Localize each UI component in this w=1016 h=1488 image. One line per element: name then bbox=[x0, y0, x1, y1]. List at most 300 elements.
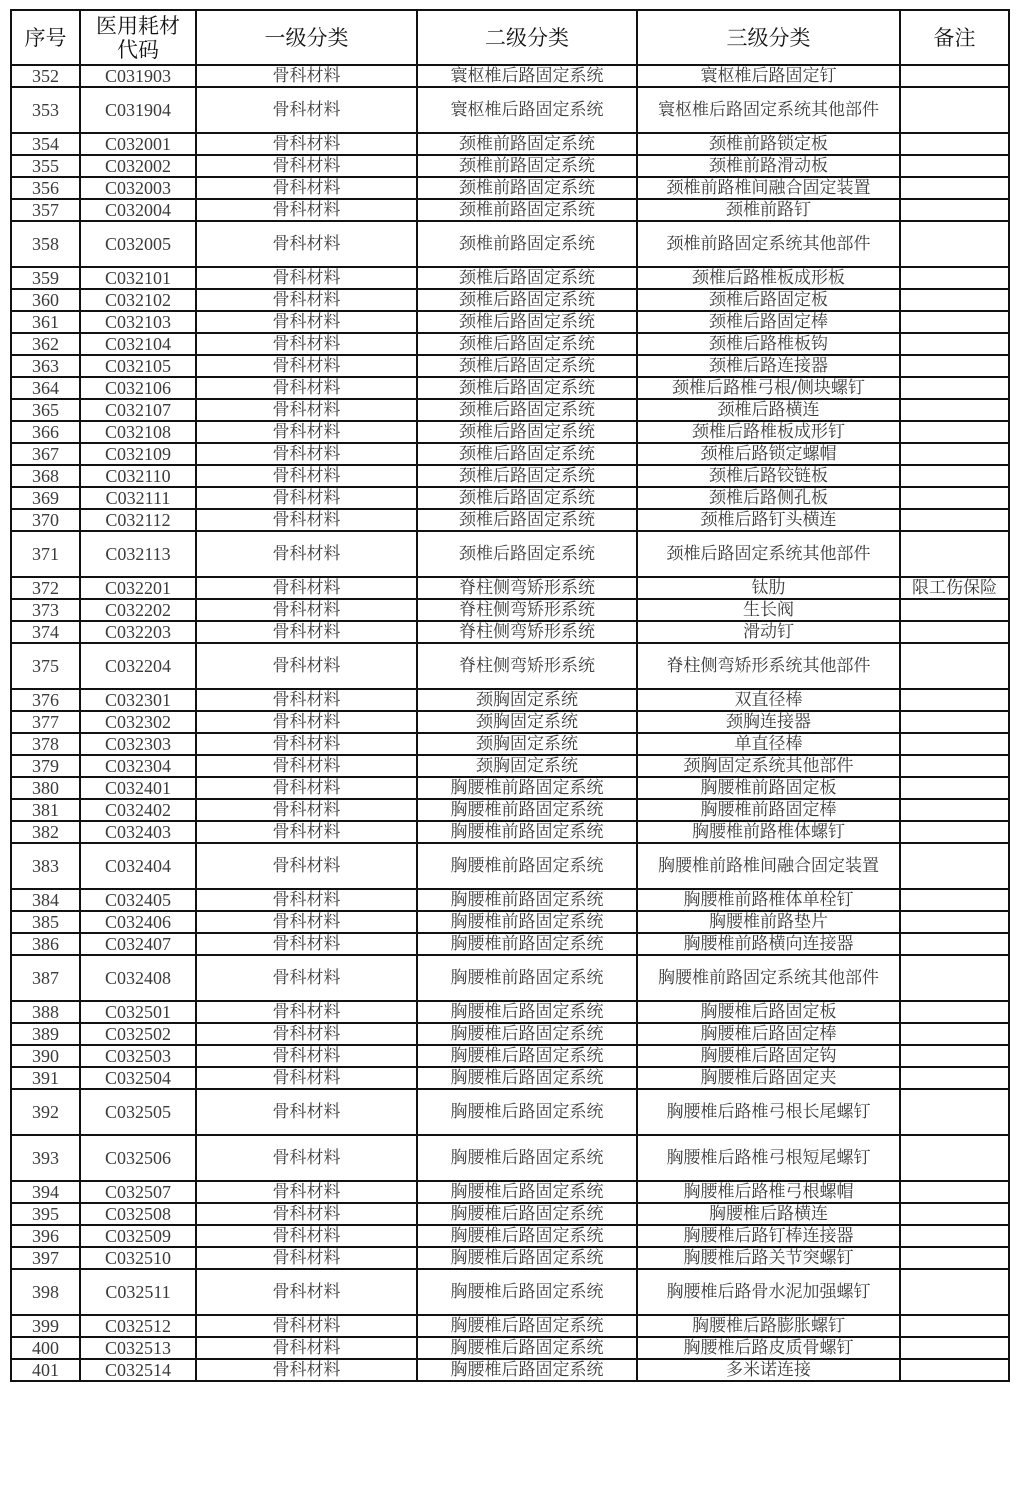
cell-level1: 骨科材料 bbox=[196, 177, 417, 199]
cell-level2: 胸腰椎后路固定系统 bbox=[417, 1089, 637, 1135]
cell-level1: 骨科材料 bbox=[196, 643, 417, 689]
cell-level1: 骨科材料 bbox=[196, 911, 417, 933]
cell-seq: 364 bbox=[11, 377, 80, 399]
table-row bbox=[11, 933, 1009, 955]
cell-note bbox=[900, 87, 1009, 133]
cell-level1: 骨科材料 bbox=[196, 1359, 417, 1381]
cell-seq: 363 bbox=[11, 355, 80, 377]
cell-level1: 骨科材料 bbox=[196, 465, 417, 487]
cell-level2: 胸腰椎后路固定系统 bbox=[417, 1045, 637, 1067]
table-row bbox=[11, 733, 1009, 755]
cell-level1: 骨科材料 bbox=[196, 821, 417, 843]
cell-level2: 胸腰椎后路固定系统 bbox=[417, 1269, 637, 1315]
cell-code: C032502 bbox=[80, 1023, 196, 1045]
cell-note bbox=[900, 711, 1009, 733]
table-row bbox=[11, 889, 1009, 911]
cell-level1: 骨科材料 bbox=[196, 1001, 417, 1023]
cell-level3: 双直径棒 bbox=[637, 689, 900, 711]
cell-note bbox=[900, 377, 1009, 399]
cell-level3: 寰枢椎后路固定钉 bbox=[637, 65, 900, 87]
cell-note bbox=[900, 955, 1009, 1001]
header-level3: 三级分类 bbox=[637, 10, 900, 65]
cell-level2: 胸腰椎前路固定系统 bbox=[417, 821, 637, 843]
cell-level1: 骨科材料 bbox=[196, 1067, 417, 1089]
cell-level2: 颈椎后路固定系统 bbox=[417, 399, 637, 421]
cell-level1: 骨科材料 bbox=[196, 133, 417, 155]
cell-seq: 352 bbox=[11, 65, 80, 87]
cell-level1: 骨科材料 bbox=[196, 267, 417, 289]
cell-level2: 胸腰椎后路固定系统 bbox=[417, 1023, 637, 1045]
cell-level1: 骨科材料 bbox=[196, 1181, 417, 1203]
cell-level2: 胸腰椎后路固定系统 bbox=[417, 1001, 637, 1023]
cell-level3: 胸腰椎后路固定棒 bbox=[637, 1023, 900, 1045]
cell-level2: 胸腰椎后路固定系统 bbox=[417, 1135, 637, 1181]
cell-note bbox=[900, 1067, 1009, 1089]
cell-note bbox=[900, 1089, 1009, 1135]
table-row bbox=[11, 443, 1009, 465]
cell-code: C032112 bbox=[80, 509, 196, 531]
cell-code: C032405 bbox=[80, 889, 196, 911]
cell-code: C032503 bbox=[80, 1045, 196, 1067]
cell-level3: 胸腰椎前路固定板 bbox=[637, 777, 900, 799]
table-row bbox=[11, 821, 1009, 843]
cell-code: C032514 bbox=[80, 1359, 196, 1381]
cell-code: C032004 bbox=[80, 199, 196, 221]
cell-level1: 骨科材料 bbox=[196, 65, 417, 87]
cell-seq: 397 bbox=[11, 1247, 80, 1269]
cell-note bbox=[900, 443, 1009, 465]
cell-code: C032110 bbox=[80, 465, 196, 487]
cell-seq: 366 bbox=[11, 421, 80, 443]
table-row bbox=[11, 1203, 1009, 1225]
cell-code: C032505 bbox=[80, 1089, 196, 1135]
cell-note bbox=[900, 689, 1009, 711]
cell-code: C032109 bbox=[80, 443, 196, 465]
cell-level1: 骨科材料 bbox=[196, 1315, 417, 1337]
cell-level2: 颈椎后路固定系统 bbox=[417, 465, 637, 487]
table-row bbox=[11, 289, 1009, 311]
cell-level2: 胸腰椎前路固定系统 bbox=[417, 911, 637, 933]
cell-seq: 355 bbox=[11, 155, 80, 177]
cell-level3: 生长阀 bbox=[637, 599, 900, 621]
table-row bbox=[11, 755, 1009, 777]
cell-level1: 骨科材料 bbox=[196, 355, 417, 377]
cell-level2: 胸腰椎前路固定系统 bbox=[417, 843, 637, 889]
cell-level3: 胸腰椎后路皮质骨螺钉 bbox=[637, 1337, 900, 1359]
cell-level3: 胸腰椎后路钉棒连接器 bbox=[637, 1225, 900, 1247]
cell-level1: 骨科材料 bbox=[196, 1203, 417, 1225]
table-row bbox=[11, 355, 1009, 377]
cell-seq: 382 bbox=[11, 821, 80, 843]
cell-level2: 胸腰椎后路固定系统 bbox=[417, 1337, 637, 1359]
cell-seq: 361 bbox=[11, 311, 80, 333]
cell-note bbox=[900, 1203, 1009, 1225]
cell-code: C032107 bbox=[80, 399, 196, 421]
table-row bbox=[11, 421, 1009, 443]
cell-seq: 374 bbox=[11, 621, 80, 643]
cell-level3: 胸腰椎后路横连 bbox=[637, 1203, 900, 1225]
table-row bbox=[11, 1135, 1009, 1181]
cell-note bbox=[900, 733, 1009, 755]
cell-note bbox=[900, 821, 1009, 843]
cell-level2: 颈椎后路固定系统 bbox=[417, 289, 637, 311]
header-code-label: 医用耗材代码 bbox=[96, 13, 180, 62]
cell-level1: 骨科材料 bbox=[196, 487, 417, 509]
cell-level2: 颈椎后路固定系统 bbox=[417, 531, 637, 577]
cell-code: C032203 bbox=[80, 621, 196, 643]
table-body bbox=[11, 65, 1009, 1381]
cell-code: C032302 bbox=[80, 711, 196, 733]
table-row bbox=[11, 577, 1009, 599]
cell-note bbox=[900, 1023, 1009, 1045]
cell-level3: 颈椎前路锁定板 bbox=[637, 133, 900, 155]
table-row bbox=[11, 599, 1009, 621]
cell-code: C032111 bbox=[80, 487, 196, 509]
cell-seq: 387 bbox=[11, 955, 80, 1001]
cell-level3: 颈胸连接器 bbox=[637, 711, 900, 733]
cell-code: C032506 bbox=[80, 1135, 196, 1181]
cell-code: C032513 bbox=[80, 1337, 196, 1359]
cell-level2: 颈椎后路固定系统 bbox=[417, 267, 637, 289]
cell-level3: 胸腰椎前路固定系统其他部件 bbox=[637, 955, 900, 1001]
table-row bbox=[11, 1089, 1009, 1135]
cell-level3: 多米诺连接 bbox=[637, 1359, 900, 1381]
header-level1: 一级分类 bbox=[196, 10, 417, 65]
cell-seq: 388 bbox=[11, 1001, 80, 1023]
cell-seq: 359 bbox=[11, 267, 80, 289]
cell-note bbox=[900, 599, 1009, 621]
cell-seq: 356 bbox=[11, 177, 80, 199]
cell-level1: 骨科材料 bbox=[196, 1225, 417, 1247]
cell-level3: 胸腰椎后路关节突螺钉 bbox=[637, 1247, 900, 1269]
cell-seq: 391 bbox=[11, 1067, 80, 1089]
cell-code: C032501 bbox=[80, 1001, 196, 1023]
cell-note bbox=[900, 799, 1009, 821]
cell-level1: 骨科材料 bbox=[196, 799, 417, 821]
cell-note bbox=[900, 355, 1009, 377]
cell-level2: 颈椎前路固定系统 bbox=[417, 199, 637, 221]
table-row bbox=[11, 1001, 1009, 1023]
cell-seq: 353 bbox=[11, 87, 80, 133]
medical-consumables-table bbox=[10, 9, 1010, 1382]
cell-level1: 骨科材料 bbox=[196, 689, 417, 711]
table-row bbox=[11, 487, 1009, 509]
table-row bbox=[11, 177, 1009, 199]
cell-level1: 骨科材料 bbox=[196, 955, 417, 1001]
cell-code: C032204 bbox=[80, 643, 196, 689]
cell-level1: 骨科材料 bbox=[196, 155, 417, 177]
cell-note bbox=[900, 509, 1009, 531]
cell-level1: 骨科材料 bbox=[196, 1269, 417, 1315]
cell-level3: 胸腰椎后路固定夹 bbox=[637, 1067, 900, 1089]
cell-code: C032512 bbox=[80, 1315, 196, 1337]
cell-code: C032508 bbox=[80, 1203, 196, 1225]
cell-seq: 379 bbox=[11, 755, 80, 777]
cell-level1: 骨科材料 bbox=[196, 933, 417, 955]
cell-level3: 颈椎后路侧孔板 bbox=[637, 487, 900, 509]
cell-code: C032113 bbox=[80, 531, 196, 577]
cell-note bbox=[900, 1181, 1009, 1203]
table-row bbox=[11, 1023, 1009, 1045]
cell-code: C032301 bbox=[80, 689, 196, 711]
cell-note bbox=[900, 643, 1009, 689]
cell-level3: 颈椎后路椎板成形板 bbox=[637, 267, 900, 289]
cell-level2: 颈椎后路固定系统 bbox=[417, 311, 637, 333]
cell-level2: 颈椎后路固定系统 bbox=[417, 377, 637, 399]
cell-level3: 胸腰椎前路垫片 bbox=[637, 911, 900, 933]
cell-level3: 颈胸固定系统其他部件 bbox=[637, 755, 900, 777]
cell-level2: 颈椎后路固定系统 bbox=[417, 421, 637, 443]
cell-code: C032103 bbox=[80, 311, 196, 333]
cell-seq: 365 bbox=[11, 399, 80, 421]
cell-level3: 颈椎前路钉 bbox=[637, 199, 900, 221]
table-row bbox=[11, 531, 1009, 577]
cell-seq: 384 bbox=[11, 889, 80, 911]
table-row bbox=[11, 155, 1009, 177]
table-row bbox=[11, 1225, 1009, 1247]
cell-code: C031904 bbox=[80, 87, 196, 133]
cell-level2: 颈胸固定系统 bbox=[417, 711, 637, 733]
cell-level2: 胸腰椎前路固定系统 bbox=[417, 777, 637, 799]
cell-level1: 骨科材料 bbox=[196, 733, 417, 755]
table-row bbox=[11, 1247, 1009, 1269]
cell-seq: 383 bbox=[11, 843, 80, 889]
table-row bbox=[11, 65, 1009, 87]
cell-code: C032403 bbox=[80, 821, 196, 843]
cell-code: C032402 bbox=[80, 799, 196, 821]
cell-level2: 颈胸固定系统 bbox=[417, 755, 637, 777]
cell-note bbox=[900, 465, 1009, 487]
cell-seq: 377 bbox=[11, 711, 80, 733]
table-row bbox=[11, 1337, 1009, 1359]
cell-level3: 颈椎后路连接器 bbox=[637, 355, 900, 377]
cell-note bbox=[900, 311, 1009, 333]
table-row bbox=[11, 399, 1009, 421]
cell-seq: 357 bbox=[11, 199, 80, 221]
cell-code: C032509 bbox=[80, 1225, 196, 1247]
cell-level2: 胸腰椎后路固定系统 bbox=[417, 1247, 637, 1269]
cell-level1: 骨科材料 bbox=[196, 399, 417, 421]
cell-note bbox=[900, 911, 1009, 933]
cell-code: C032507 bbox=[80, 1181, 196, 1203]
cell-level3: 脊柱侧弯矫形系统其他部件 bbox=[637, 643, 900, 689]
cell-level3: 颈椎后路椎板钩 bbox=[637, 333, 900, 355]
cell-note bbox=[900, 267, 1009, 289]
cell-note bbox=[900, 199, 1009, 221]
cell-seq: 354 bbox=[11, 133, 80, 155]
cell-level2: 脊柱侧弯矫形系统 bbox=[417, 577, 637, 599]
cell-seq: 358 bbox=[11, 221, 80, 267]
cell-level1: 骨科材料 bbox=[196, 531, 417, 577]
cell-level2: 胸腰椎后路固定系统 bbox=[417, 1067, 637, 1089]
cell-seq: 368 bbox=[11, 465, 80, 487]
cell-level3: 颈椎后路横连 bbox=[637, 399, 900, 421]
cell-level3: 胸腰椎前路椎体单栓钉 bbox=[637, 889, 900, 911]
cell-level2: 胸腰椎前路固定系统 bbox=[417, 955, 637, 1001]
header-note: 备注 bbox=[900, 10, 1009, 65]
cell-level1: 骨科材料 bbox=[196, 333, 417, 355]
table-row bbox=[11, 133, 1009, 155]
cell-level1: 骨科材料 bbox=[196, 1135, 417, 1181]
table-row bbox=[11, 509, 1009, 531]
cell-level1: 骨科材料 bbox=[196, 1045, 417, 1067]
cell-note bbox=[900, 65, 1009, 87]
cell-level3: 颈椎后路椎弓根/侧块螺钉 bbox=[637, 377, 900, 399]
cell-seq: 400 bbox=[11, 1337, 80, 1359]
cell-level1: 骨科材料 bbox=[196, 599, 417, 621]
cell-level1: 骨科材料 bbox=[196, 621, 417, 643]
cell-note bbox=[900, 1359, 1009, 1381]
cell-seq: 369 bbox=[11, 487, 80, 509]
cell-seq: 386 bbox=[11, 933, 80, 955]
cell-level3: 钛肋 bbox=[637, 577, 900, 599]
cell-seq: 395 bbox=[11, 1203, 80, 1225]
cell-code: C032003 bbox=[80, 177, 196, 199]
cell-level3: 胸腰椎后路固定钩 bbox=[637, 1045, 900, 1067]
table-row bbox=[11, 843, 1009, 889]
cell-level2: 脊柱侧弯矫形系统 bbox=[417, 599, 637, 621]
cell-level3: 寰枢椎后路固定系统其他部件 bbox=[637, 87, 900, 133]
cell-seq: 372 bbox=[11, 577, 80, 599]
cell-note bbox=[900, 289, 1009, 311]
cell-note bbox=[900, 621, 1009, 643]
cell-seq: 378 bbox=[11, 733, 80, 755]
cell-level2: 寰枢椎后路固定系统 bbox=[417, 87, 637, 133]
cell-seq: 385 bbox=[11, 911, 80, 933]
table-row bbox=[11, 221, 1009, 267]
cell-code: C032202 bbox=[80, 599, 196, 621]
table-row bbox=[11, 1315, 1009, 1337]
table-row bbox=[11, 711, 1009, 733]
table-row bbox=[11, 333, 1009, 355]
cell-level1: 骨科材料 bbox=[196, 377, 417, 399]
cell-level2: 胸腰椎前路固定系统 bbox=[417, 799, 637, 821]
cell-level2: 胸腰椎后路固定系统 bbox=[417, 1225, 637, 1247]
table-row bbox=[11, 267, 1009, 289]
cell-level1: 骨科材料 bbox=[196, 889, 417, 911]
cell-level3: 滑动钉 bbox=[637, 621, 900, 643]
cell-code: C032001 bbox=[80, 133, 196, 155]
cell-note: 限工伤保险 bbox=[900, 577, 1009, 599]
table-row bbox=[11, 1269, 1009, 1315]
cell-note bbox=[900, 1001, 1009, 1023]
cell-level1: 骨科材料 bbox=[196, 843, 417, 889]
cell-note bbox=[900, 1225, 1009, 1247]
cell-level2: 脊柱侧弯矫形系统 bbox=[417, 643, 637, 689]
cell-code: C032105 bbox=[80, 355, 196, 377]
cell-level2: 胸腰椎后路固定系统 bbox=[417, 1203, 637, 1225]
cell-seq: 396 bbox=[11, 1225, 80, 1247]
cell-seq: 370 bbox=[11, 509, 80, 531]
cell-note bbox=[900, 177, 1009, 199]
cell-level1: 骨科材料 bbox=[196, 443, 417, 465]
cell-note bbox=[900, 755, 1009, 777]
cell-code: C032108 bbox=[80, 421, 196, 443]
cell-level3: 胸腰椎前路椎间融合固定装置 bbox=[637, 843, 900, 889]
cell-level2: 脊柱侧弯矫形系统 bbox=[417, 621, 637, 643]
cell-seq: 381 bbox=[11, 799, 80, 821]
cell-seq: 392 bbox=[11, 1089, 80, 1135]
table-row bbox=[11, 643, 1009, 689]
cell-seq: 399 bbox=[11, 1315, 80, 1337]
cell-level3: 颈椎后路固定系统其他部件 bbox=[637, 531, 900, 577]
cell-code: C032404 bbox=[80, 843, 196, 889]
cell-level1: 骨科材料 bbox=[196, 1089, 417, 1135]
cell-note bbox=[900, 399, 1009, 421]
cell-level3: 颈椎后路锁定螺帽 bbox=[637, 443, 900, 465]
table-row bbox=[11, 377, 1009, 399]
cell-level3: 胸腰椎前路固定棒 bbox=[637, 799, 900, 821]
cell-level2: 颈胸固定系统 bbox=[417, 689, 637, 711]
cell-level1: 骨科材料 bbox=[196, 777, 417, 799]
cell-level2: 胸腰椎后路固定系统 bbox=[417, 1181, 637, 1203]
cell-seq: 390 bbox=[11, 1045, 80, 1067]
cell-code: C032504 bbox=[80, 1067, 196, 1089]
table-row bbox=[11, 1067, 1009, 1089]
cell-code: C032201 bbox=[80, 577, 196, 599]
cell-seq: 394 bbox=[11, 1181, 80, 1203]
cell-level2: 颈椎前路固定系统 bbox=[417, 221, 637, 267]
cell-seq: 375 bbox=[11, 643, 80, 689]
cell-note bbox=[900, 421, 1009, 443]
cell-note bbox=[900, 1247, 1009, 1269]
cell-level3: 胸腰椎前路横向连接器 bbox=[637, 933, 900, 955]
cell-level1: 骨科材料 bbox=[196, 199, 417, 221]
cell-code: C032101 bbox=[80, 267, 196, 289]
cell-note bbox=[900, 843, 1009, 889]
cell-note bbox=[900, 531, 1009, 577]
cell-code: C031903 bbox=[80, 65, 196, 87]
cell-level3: 单直径棒 bbox=[637, 733, 900, 755]
cell-note bbox=[900, 777, 1009, 799]
cell-seq: 360 bbox=[11, 289, 80, 311]
table-row bbox=[11, 777, 1009, 799]
cell-note bbox=[900, 1315, 1009, 1337]
cell-note bbox=[900, 133, 1009, 155]
cell-seq: 373 bbox=[11, 599, 80, 621]
table-row bbox=[11, 1359, 1009, 1381]
cell-note bbox=[900, 1337, 1009, 1359]
cell-level2: 寰枢椎后路固定系统 bbox=[417, 65, 637, 87]
table-row bbox=[11, 799, 1009, 821]
cell-note bbox=[900, 1269, 1009, 1315]
cell-level3: 胸腰椎后路骨水泥加强螺钉 bbox=[637, 1269, 900, 1315]
cell-code: C032408 bbox=[80, 955, 196, 1001]
cell-level3: 颈椎后路固定棒 bbox=[637, 311, 900, 333]
table-row bbox=[11, 465, 1009, 487]
cell-seq: 376 bbox=[11, 689, 80, 711]
cell-note bbox=[900, 933, 1009, 955]
cell-level3: 颈椎前路滑动板 bbox=[637, 155, 900, 177]
cell-level3: 颈椎前路椎间融合固定装置 bbox=[637, 177, 900, 199]
cell-level1: 骨科材料 bbox=[196, 289, 417, 311]
cell-level2: 颈胸固定系统 bbox=[417, 733, 637, 755]
cell-level1: 骨科材料 bbox=[196, 509, 417, 531]
cell-note bbox=[900, 333, 1009, 355]
table-row bbox=[11, 87, 1009, 133]
cell-note bbox=[900, 487, 1009, 509]
cell-level3: 胸腰椎后路椎弓根短尾螺钉 bbox=[637, 1135, 900, 1181]
cell-level2: 颈椎后路固定系统 bbox=[417, 443, 637, 465]
cell-level2: 颈椎前路固定系统 bbox=[417, 177, 637, 199]
cell-level3: 颈椎后路椎板成形钉 bbox=[637, 421, 900, 443]
cell-level1: 骨科材料 bbox=[196, 1247, 417, 1269]
cell-level2: 胸腰椎前路固定系统 bbox=[417, 933, 637, 955]
table-row bbox=[11, 1181, 1009, 1203]
cell-code: C032102 bbox=[80, 289, 196, 311]
cell-code: C032511 bbox=[80, 1269, 196, 1315]
cell-level1: 骨科材料 bbox=[196, 711, 417, 733]
